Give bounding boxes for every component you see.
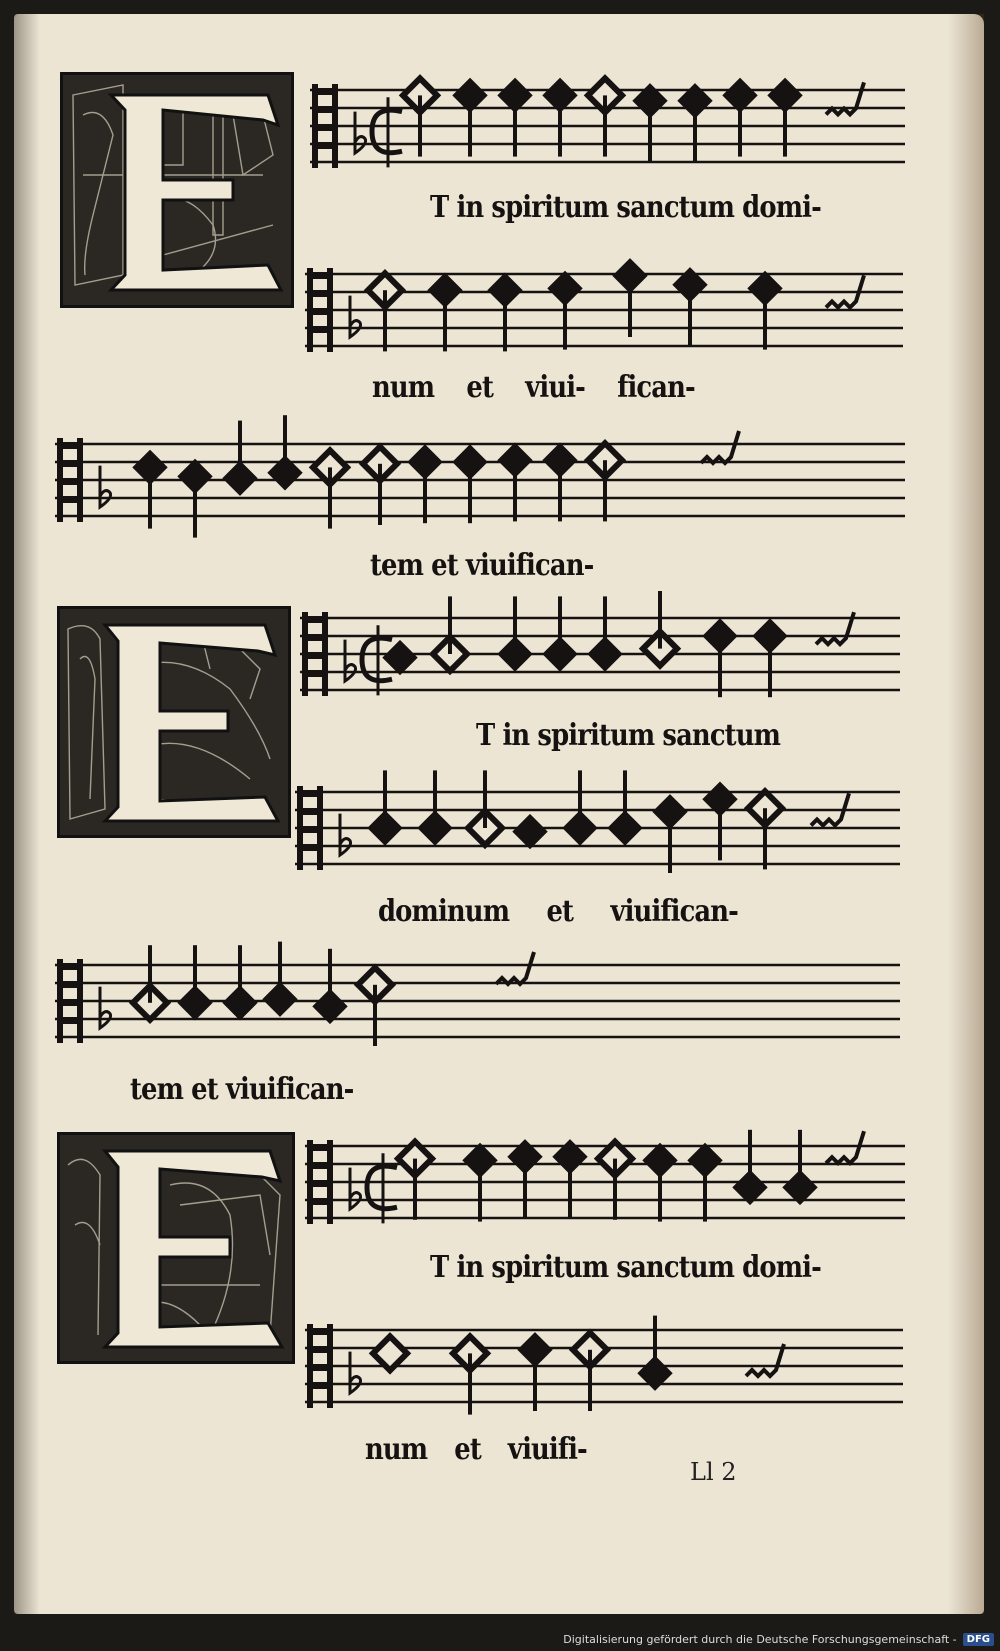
note-mark (513, 815, 547, 849)
music-staff-6 (55, 953, 900, 1053)
note-mark (313, 949, 347, 1024)
music-staff-3 (55, 432, 905, 542)
flat-icon (350, 1168, 361, 1209)
note-mark (398, 1142, 432, 1220)
lyric-line-5: dominum et viuifican- (378, 894, 739, 929)
note-mark (753, 619, 787, 697)
note-mark (553, 1140, 587, 1218)
signature-mark: Ll 2 (690, 1458, 737, 1486)
note-mark (508, 1140, 542, 1218)
note-mark (358, 968, 392, 1046)
note-mark (543, 443, 577, 521)
note-mark (418, 770, 452, 845)
note-mark (588, 596, 622, 671)
clef-icon (297, 786, 323, 870)
dfg-logo: DFG (963, 1633, 994, 1646)
flat-icon (340, 814, 351, 855)
flat-icon (355, 112, 366, 153)
music-staff-7 (305, 1134, 905, 1234)
note-mark (598, 1142, 632, 1220)
page-gutter-shadow (14, 14, 40, 1614)
note-mark (733, 1130, 767, 1205)
lyric-line-1: T in spiritum sanctum domi- (430, 190, 821, 225)
note-mark (703, 619, 737, 697)
note-mark (633, 84, 667, 162)
lyric-line-4: T in spiritum sanctum (476, 718, 781, 753)
note-mark (383, 641, 417, 675)
note-mark (783, 1130, 817, 1205)
note-mark (468, 770, 502, 845)
custos-icon (496, 952, 534, 984)
flat-icon (100, 987, 111, 1028)
lyric-line-2: num et viui- fican- (372, 370, 695, 405)
note-mark (498, 596, 532, 671)
note-mark (703, 782, 737, 860)
note-mark (673, 268, 707, 346)
note-mark (453, 445, 487, 523)
clef-icon (307, 268, 333, 352)
note-mark (678, 84, 712, 162)
note-mark (608, 770, 642, 845)
lyric-line-7: T in spiritum sanctum domi- (430, 1250, 821, 1285)
music-staff-5 (295, 780, 900, 880)
note-mark (263, 942, 297, 1017)
note-mark (368, 273, 402, 351)
flat-icon (100, 466, 111, 507)
note-mark (428, 273, 462, 351)
digitization-footer (563, 1629, 994, 1649)
music-staff-8 (305, 1318, 903, 1418)
clef-icon (57, 959, 83, 1043)
note-mark (563, 770, 597, 845)
music-staff-1 (310, 78, 905, 178)
flat-icon (350, 296, 361, 337)
note-mark (588, 443, 622, 521)
clef-icon (307, 1140, 333, 1224)
clef-icon (302, 612, 328, 696)
note-mark (543, 596, 577, 671)
note-mark (573, 1333, 607, 1411)
note-mark (488, 273, 522, 351)
decorated-initial-e-3 (57, 1132, 295, 1364)
flat-icon (345, 640, 356, 681)
decorated-initial-e-2 (57, 606, 291, 838)
note-mark (518, 1333, 552, 1411)
clef-icon (57, 438, 83, 522)
custos-icon (701, 431, 739, 463)
custos-icon (826, 82, 864, 114)
lyric-line-6: tem et viuifican- (130, 1072, 354, 1107)
footer-credit: Digitalisierung gefördert durch die Deutsche Forschungsgemeinschaft - (563, 1632, 957, 1646)
lyric-line-3: tem et viuifican- (370, 548, 594, 583)
note-mark (613, 259, 647, 337)
note-mark (653, 795, 687, 873)
note-mark (223, 421, 257, 496)
music-staff-2 (305, 262, 903, 362)
note-mark (408, 445, 442, 523)
note-mark (638, 1316, 672, 1391)
clef-icon (307, 1324, 333, 1408)
flat-icon (350, 1352, 361, 1393)
clef-icon (312, 84, 338, 168)
decorated-initial-e-1 (60, 72, 294, 308)
note-mark (363, 447, 397, 525)
lyric-line-8: num et viuifi- (365, 1432, 587, 1467)
music-staff-4 (300, 606, 900, 706)
note-mark (498, 443, 532, 521)
page-edge-shadow (948, 14, 984, 1614)
note-mark (748, 791, 782, 869)
note-mark (433, 596, 467, 671)
note-mark (368, 770, 402, 845)
